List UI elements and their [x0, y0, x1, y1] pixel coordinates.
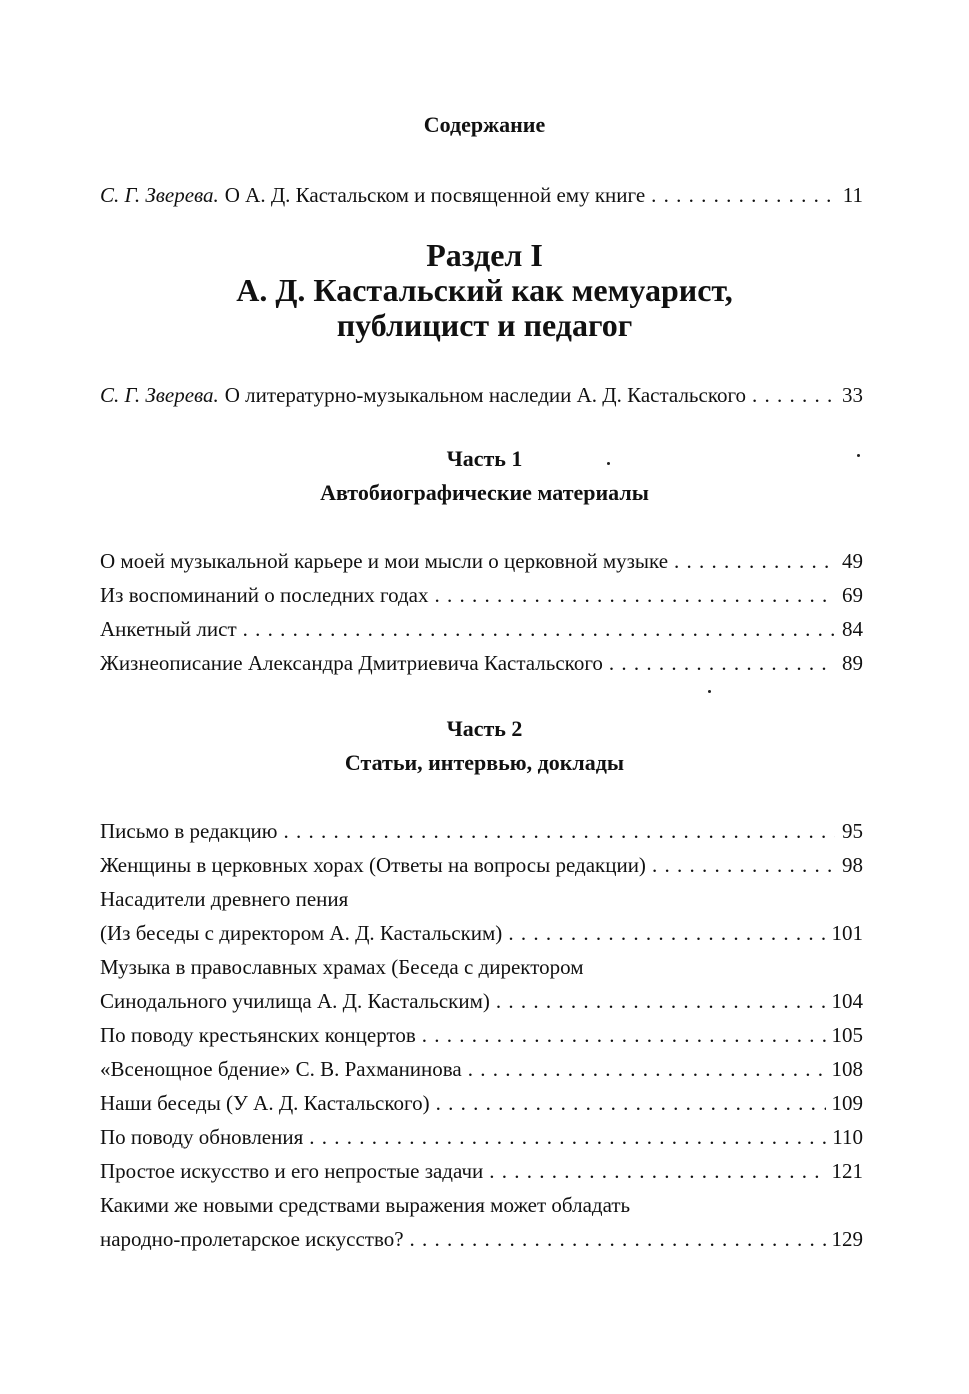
- entry-title: Анкетный лист: [100, 617, 237, 641]
- entry-page: 11: [842, 183, 863, 207]
- entry-page: 110: [832, 1125, 863, 1149]
- part1-title: Часть 1: [446, 446, 523, 471]
- toc-entry[interactable]: [100, 1088, 863, 1118]
- entry-title: Синодального училища А. Д. Кастальским): [100, 989, 490, 1013]
- entry-page: 129: [831, 1227, 863, 1251]
- entry-title: О моей музыкальной карьере и мои мысли о церковной музыке: [100, 549, 669, 573]
- entry-page: 105: [831, 1023, 863, 1047]
- entry-page: 49: [842, 549, 863, 573]
- entry-page: 84: [842, 617, 863, 641]
- entry-title: По поводу обновления: [100, 1125, 304, 1149]
- entry-page: 104: [831, 989, 863, 1013]
- entry-page: 108: [831, 1057, 863, 1081]
- toc-entry[interactable]: [100, 1156, 863, 1186]
- dot-leader: [436, 1088, 826, 1118]
- contents-heading: Содержание: [423, 112, 546, 137]
- entry-page: 33: [842, 383, 863, 407]
- entry-title: По поводу крестьянских концертов: [100, 1023, 416, 1047]
- entry-author: С. Г. Зверева.: [100, 383, 219, 407]
- entry-title: О А. Д. Кастальском и посвященной ему книге: [224, 183, 646, 207]
- section-heading: [0, 238, 969, 343]
- entry-page: 89: [842, 651, 863, 675]
- entry-title: О литературно-музыкальном наследии А. Д. Кастальского: [224, 383, 747, 407]
- toc-entry[interactable]: [100, 1122, 863, 1152]
- part1-subtitle: Автобиографические материалы: [320, 480, 649, 505]
- entry-page: 101: [831, 921, 863, 945]
- toc-entry[interactable]: [100, 648, 863, 678]
- entry-title: (Из беседы с директором А. Д. Кастальским): [100, 921, 503, 945]
- dot-leader: [609, 648, 835, 678]
- toc-entry[interactable]: [100, 986, 863, 1016]
- section-title-line-2: публицист и педагог: [336, 307, 633, 343]
- entry-page: 95: [842, 819, 863, 843]
- dot-leader: [489, 1156, 825, 1186]
- dot-leader: [652, 850, 835, 880]
- dot-leader: [752, 380, 835, 410]
- entry-page: 69: [842, 583, 863, 607]
- dot-leader: [651, 180, 835, 210]
- entry-title: Из воспоминаний о последних годах: [100, 583, 429, 607]
- dot-leader: [422, 1020, 826, 1050]
- part2-subtitle: Статьи, интервью, доклады: [344, 750, 625, 775]
- section-title-line-1: А. Д. Кастальский как мемуарист,: [236, 272, 733, 308]
- toc-entry[interactable]: [100, 614, 863, 644]
- entry-title: Наши беседы (У А. Д. Кастальского): [100, 1091, 430, 1115]
- entry-title: народно-пролетарское искусство?: [100, 1227, 404, 1251]
- dot-leader: [508, 918, 825, 948]
- toc-entry[interactable]: [100, 580, 863, 610]
- dot-leader: [674, 546, 835, 576]
- scan-speck: [857, 454, 860, 457]
- toc-entry[interactable]: [100, 1054, 863, 1084]
- entry-title: «Всенощное бдение» С. В. Рахманинова: [100, 1057, 462, 1081]
- dot-leader: [283, 816, 835, 846]
- section-number: Раздел I: [426, 237, 543, 273]
- toc-entry-line: Какими же новыми средствами выражения может обладать: [100, 1193, 631, 1217]
- dot-leader: [410, 1224, 826, 1254]
- toc-entry-section-intro[interactable]: [100, 380, 863, 410]
- dot-leader: [309, 1122, 826, 1152]
- toc-entry[interactable]: [100, 816, 863, 846]
- entry-page: 98: [842, 853, 863, 877]
- dot-leader: [243, 614, 835, 644]
- entry-title: Простое искусство и его непростые задачи: [100, 1159, 484, 1183]
- toc-entry[interactable]: [100, 918, 863, 948]
- entry-title: Письмо в редакцию: [100, 819, 278, 843]
- toc-entry-line: Насадители древнего пения: [100, 887, 349, 911]
- entry-page: 109: [831, 1091, 863, 1115]
- entry-title: Жизнеописание Александра Дмитриевича Кастальского: [100, 651, 603, 675]
- scan-speck: [607, 462, 610, 465]
- dot-leader: [468, 1054, 826, 1084]
- toc-entry[interactable]: [100, 850, 863, 880]
- entry-author: С. Г. Зверева.: [100, 183, 219, 207]
- part2-title: Часть 2: [446, 716, 523, 741]
- toc-entry-line: Музыка в православных храмах (Беседа с директором: [100, 955, 584, 979]
- toc-entry-intro[interactable]: [100, 180, 863, 210]
- toc-entry[interactable]: [100, 1224, 863, 1254]
- dot-leader: [496, 986, 826, 1016]
- entry-title: Женщины в церковных хорах (Ответы на вопросы редакции): [100, 853, 646, 877]
- entry-page: 121: [831, 1159, 863, 1183]
- scan-speck: [708, 690, 711, 693]
- toc-entry[interactable]: [100, 1020, 863, 1050]
- toc-entry[interactable]: [100, 546, 863, 576]
- dot-leader: [434, 580, 835, 610]
